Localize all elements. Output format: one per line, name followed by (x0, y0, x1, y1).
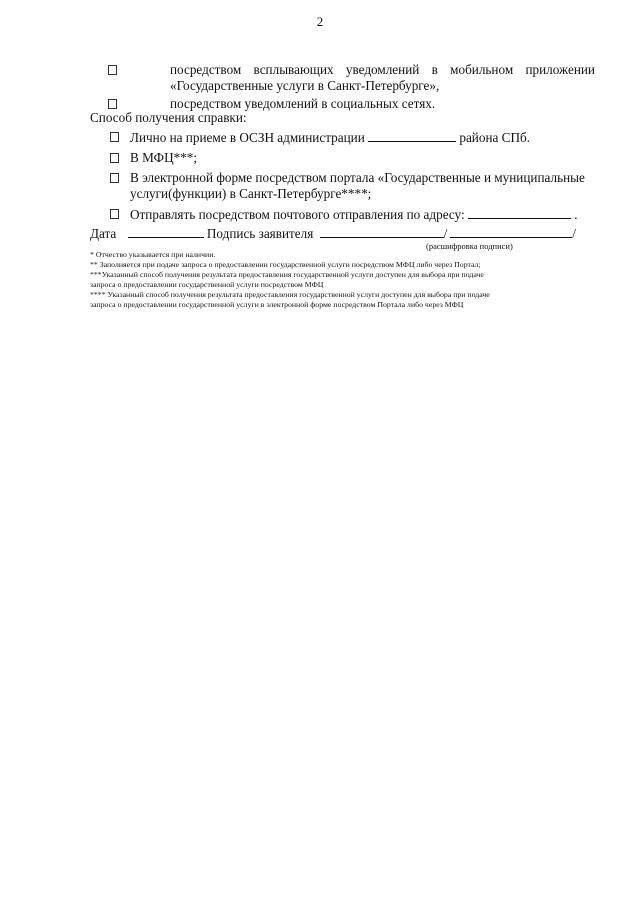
signature-label: Подпись заявителя (206, 226, 314, 241)
date-field[interactable] (128, 225, 204, 238)
checkbox-push[interactable] (108, 65, 117, 75)
footnotes (90, 250, 595, 310)
receipt-option-ozsn (90, 129, 595, 146)
receipt-option-post-prefix: Отправлять посредством почтового отправления по адресу: (130, 207, 465, 222)
footnote-1: * Отчество указывается при наличии. (90, 250, 216, 259)
receipt-option-portal-line1: В электронной форме посредством портала «Государственные и муниципальные (130, 170, 585, 185)
receipt-option-portal-line2: услуги(функции) в Санкт-Петербурге****; (130, 186, 372, 201)
notify-option-push-line2: «Государственные услуги в Санкт-Петербурге», (170, 78, 440, 93)
receipt-option-ozsn-prefix: Лично на приеме в ОСЗН администрации (130, 130, 365, 145)
district-field[interactable] (368, 129, 456, 142)
footnote-4-cont: запроса о предоставлении государственной услуги в электронной форме посредством Портала либо через МФЦ (90, 300, 464, 309)
footnote-4: **** Указанный способ получения результата предоставления государственной услуги доступен для выбора при подаче (90, 290, 490, 299)
notify-option-push-line1: посредством всплывающих уведомлений в мобильном приложении (170, 62, 595, 77)
receipt-option-post-suffix: . (574, 207, 578, 222)
signature-decode-note: (расшифровка подписи) (426, 241, 513, 251)
receipt-option-mfc (90, 150, 595, 166)
checkbox-ozsn[interactable] (110, 132, 119, 142)
receipt-section (90, 110, 595, 251)
signature-decode-field[interactable] (450, 225, 572, 238)
receipt-option-mfc-text: В МФЦ***; (130, 150, 198, 165)
checkbox-post[interactable] (110, 209, 119, 219)
notify-option-social-text: посредством уведомлений в социальных сетях. (170, 96, 436, 111)
receipt-option-portal (90, 170, 595, 202)
signature-field[interactable] (320, 225, 444, 238)
receipt-heading: Способ получения справки: (90, 110, 247, 125)
receipt-option-ozsn-suffix: района СПб. (459, 130, 530, 145)
checkbox-social[interactable] (108, 99, 117, 109)
footnote-2: ** Заполняется при подаче запроса о предоставлении государственной услуги посредством МФЦ либо через Портал; (90, 260, 481, 269)
checkbox-portal[interactable] (110, 173, 119, 183)
notify-option-push (90, 62, 595, 94)
date-label: Дата (90, 226, 117, 241)
notify-options (90, 62, 595, 112)
footnote-3: ***Указанный способ получения результата предоставления государственной услуги доступен для выбора при подаче (90, 270, 484, 279)
footnote-3-cont: запроса о предоставлении государственной услуги посредством МФЦ (90, 280, 324, 289)
page-number: 2 (316, 14, 324, 29)
signature-row (90, 225, 595, 242)
postal-address-field[interactable] (468, 206, 571, 219)
signature-slash-left: / (443, 226, 448, 241)
checkbox-mfc[interactable] (110, 153, 119, 163)
signature-slash-right: / (572, 226, 576, 241)
receipt-option-post (90, 206, 595, 223)
